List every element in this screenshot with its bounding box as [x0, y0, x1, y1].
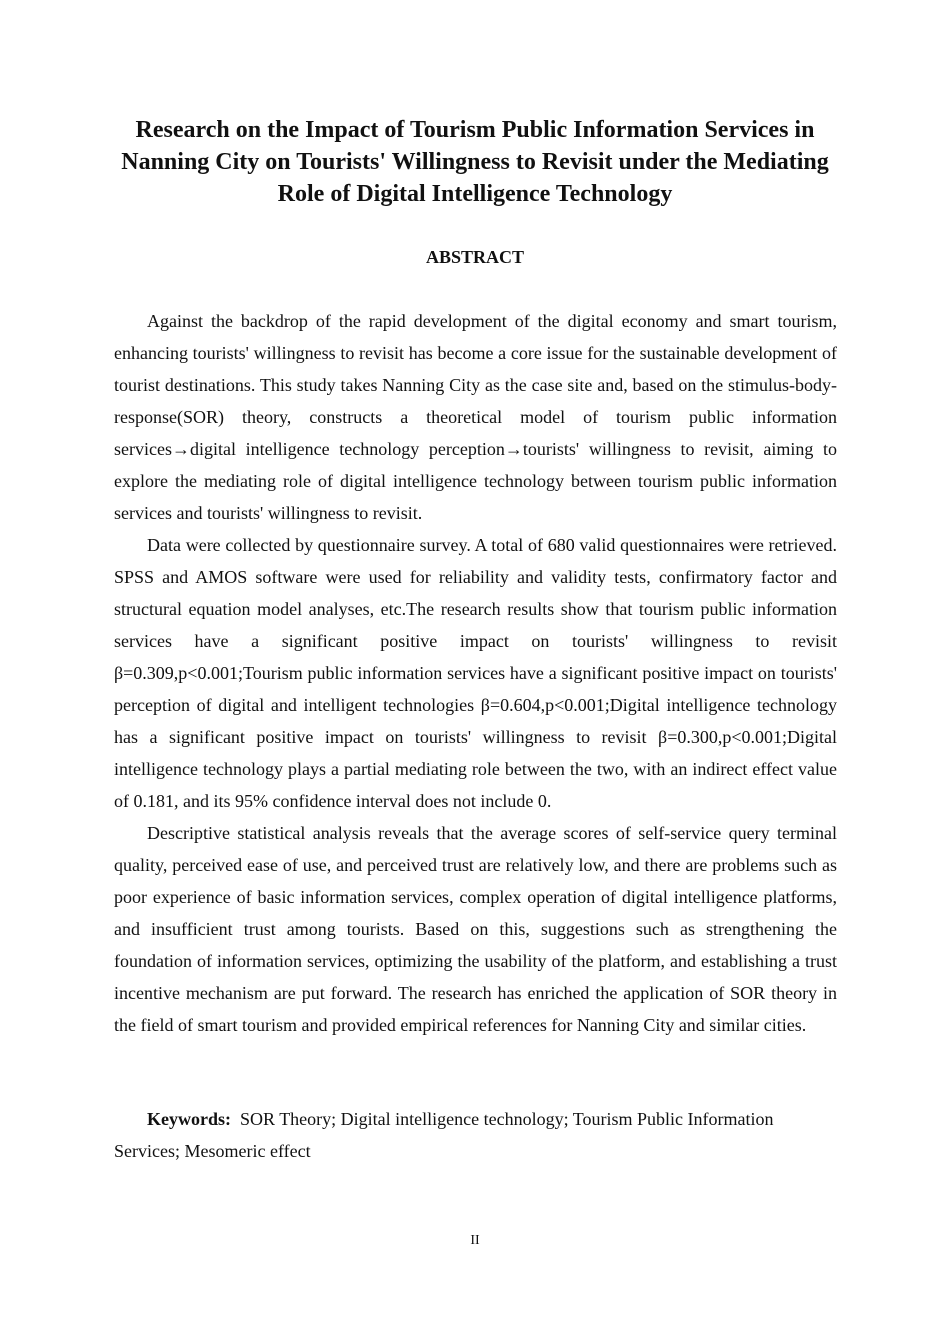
page-number: II [470, 1233, 480, 1248]
abstract-paragraph-2: Data were collected by questionnaire survey. A total of 680 valid questionnaires were retrieved. SPSS and AMOS software were used for reliability and validity tests, confirmatory factor and structural equation model analyses, etc.The research results show that tourism public information services have a significant positive impact on tourists' willingness to revisit β=0.309,p<0.001;Tourism public information services have a significant positive impact on tourists' perception of digital and intelligent technologies β=0.604,p<0.001;Digital intelligence technology has a significant positive impact on tourists' willingness to revisit β=0.300,p<0.001;Digital intelligence technology plays a partial mediating role between the two, with an indirect effect value of 0.181, and its 95% confidence interval does not include 0. [114, 535, 837, 811]
abstract-paragraph-3: Descriptive statistical analysis reveals that the average scores of self-service query terminal quality, perceived ease of use, and perceived trust are relatively low, and there are problems such as poor experience of basic information services, complex operation of digital intelligence platforms, and insufficient trust among tourists. Based on this, suggestions such as strengthening the foundation of information services, optimizing the usability of the platform, and establishing a trust incentive mechanism are put forward. The research has enriched the application of SOR theory in the field of smart tourism and provided empirical references for Nanning City and similar cities. [114, 823, 837, 1035]
abstract-paragraph-1: Against the backdrop of the rapid development of the digital economy and smart tourism, enhancing tourists' willingness to revisit has become a core issue for the sustainable development of tourist destinations. This study takes Nanning City as the case site and, based on the stimulus-body-response(SOR) theory, constructs a theoretical model of tourism public information services→digital intelligence technology perception→tourists' willingness to revisit, aiming to explore the mediating role of digital intelligence technology between tourism public information services and tourists' willingness to revisit. [114, 311, 837, 523]
keywords [114, 1103, 837, 1167]
keywords-text: SOR Theory; Digital intelligence technology; Tourism Public Information Services; Mesomeric effect [114, 1109, 774, 1161]
keywords-label: Keywords: [147, 1109, 231, 1129]
abstract-body [114, 305, 837, 1041]
document-title: Research on the Impact of Tourism Public Information Services in Nanning City on Tourists' Willingness to Revisit under the Mediating Role of Digital Intelligence Technology [121, 117, 829, 207]
abstract-heading: ABSTRACT [425, 247, 525, 267]
